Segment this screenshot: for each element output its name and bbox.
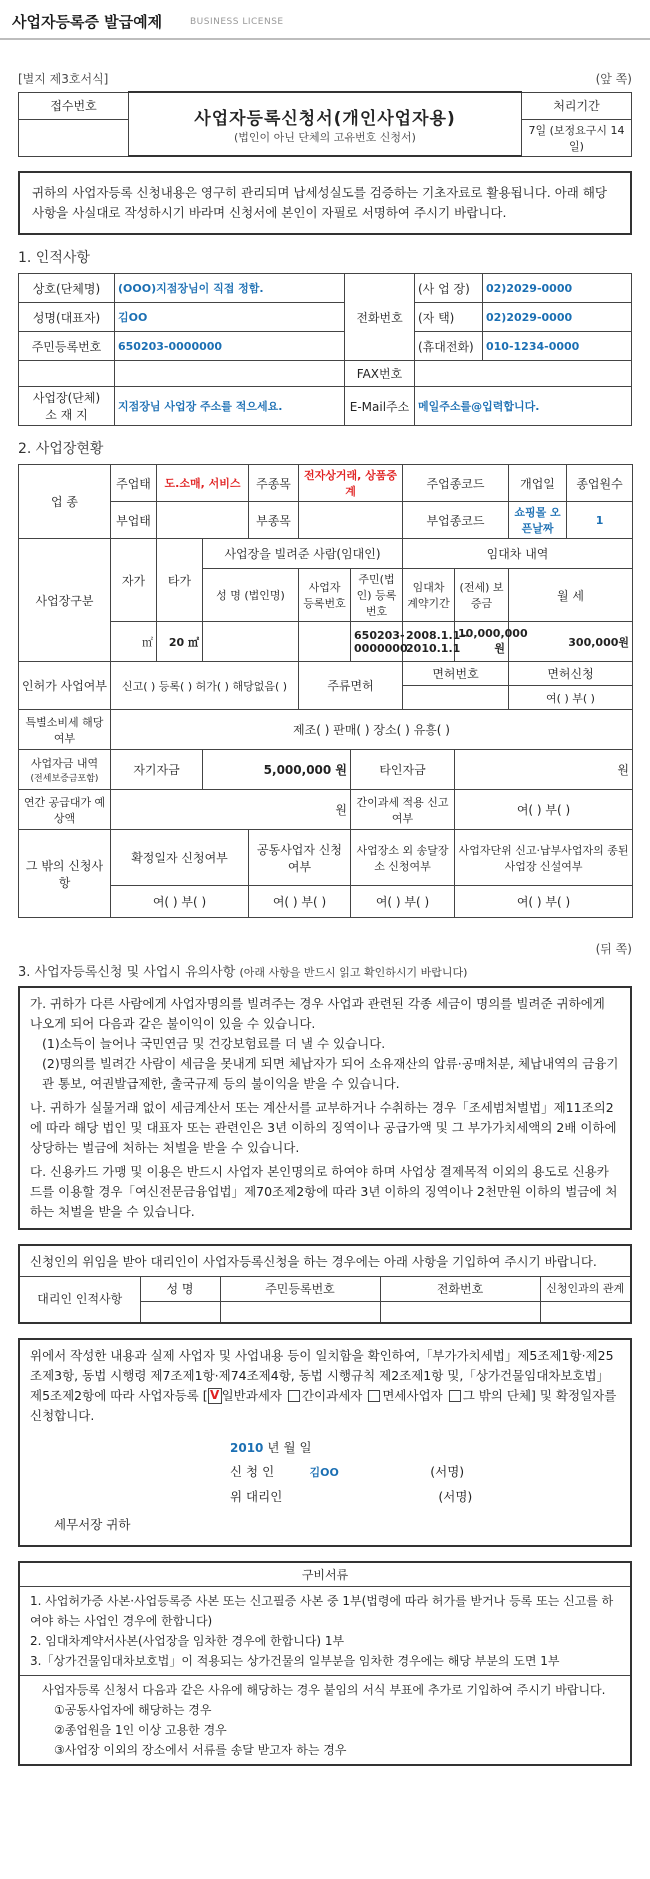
agent-box <box>18 1244 632 1324</box>
sub-type-label: 부업태 <box>111 502 157 539</box>
opt-delivery-value[interactable]: 여( ) 부( ) <box>351 886 455 918</box>
tax-office: 세무서장 귀하 <box>54 1516 131 1532</box>
sub-item-label: 부종목 <box>249 502 299 539</box>
fax-label: FAX번호 <box>345 361 415 387</box>
agent-name-label: 성 명 <box>140 1277 220 1302</box>
opt-exempt-label: 면세사업자 <box>382 1387 443 1403</box>
supply-label: 연간 공급대가 예상액 <box>19 790 111 830</box>
form-subtitle: (법인이 아닌 단체의 고유번호 신청서) <box>234 130 416 144</box>
phone-mobile-label: (휴대전화) <box>415 332 483 361</box>
personal-info-table <box>18 273 632 426</box>
site-class-label: 사업장구분 <box>19 539 111 662</box>
opt-joint-value[interactable]: 여( ) 부( ) <box>249 886 351 918</box>
opt-simple-label: 간이과세자 <box>301 1387 363 1403</box>
agent-phone-value[interactable] <box>380 1302 540 1322</box>
page-subtitle: BUSINESS LICENSE <box>190 17 284 27</box>
page-header <box>0 0 650 40</box>
caution-ga2: (2)명의를 빌려간 사람이 세금을 못내게 되면 체납자가 되어 소유재산의 압류·공매처분, 체납내역의 금융기관 통보, 여권발급제한, 출국규제 등의 불이익을 받을 수 있습니다. <box>42 1056 619 1091</box>
simple-tax-label: 간이과세 적용 신고 여부 <box>351 790 455 830</box>
name-org-label: 상호(단체명) <box>19 274 115 303</box>
industry-label: 업 종 <box>19 465 111 539</box>
receipt-value[interactable] <box>19 119 129 156</box>
liquor-label: 주류면허 <box>299 662 403 710</box>
section3-heading: 3. 사업자등록신청 및 사업시 유의사항 <box>18 965 236 980</box>
doc-item-3: 3.「상가건물임대차보호법」이 적용되는 상가건물의 일부분을 임차한 경우에는 해당 부분의 도면 1부 <box>30 1653 560 1668</box>
sub-code-label: 부업종코드 <box>403 502 509 539</box>
phone-home-value[interactable]: 02)2029-0000 <box>483 303 632 332</box>
rent-value[interactable]: 300,000원 <box>509 622 633 662</box>
declaration-text1: 위에서 작성한 내용과 실제 사업자 및 사업내용 등이 일치함을 확인하여,「부가가치세법」제5조제1항·제25조제3항, 동법 시행령 제7조제1항·제74조제4항, 동법 시행규칙 제2조제1항 및,「상가건물임대차보호법」제5조제2항에 따라 사업자등록 [ <box>30 1347 614 1403</box>
deposit-label: (전세) 보증금 <box>455 569 509 622</box>
rent-label: 월 세 <box>509 569 633 622</box>
agent-rrn-value[interactable] <box>220 1302 380 1322</box>
exempt-checkbox[interactable] <box>368 1390 380 1402</box>
liquor-no-value[interactable] <box>403 686 509 710</box>
agent-table <box>20 1276 630 1322</box>
notice-box: 귀하의 사업자등록 신청내용은 영구히 관리되며 납세성실도를 검증하는 기초자료로 활용됩니다. 아래 해당 사항을 사실대로 작성하시기 바라며 신청서에 본인이 자필로 서명하여 주시기 바랍니다. <box>18 171 632 235</box>
rrn-blank <box>19 361 115 387</box>
other-capital-value[interactable]: 원 <box>455 750 633 790</box>
excise-label: 특별소비세 해당여부 <box>19 710 111 750</box>
name-org-value[interactable]: (OOO)지점장님이 직접 정함. <box>115 274 345 303</box>
agent-label: 대리인 인적사항 <box>20 1277 140 1322</box>
caution-na: 나. 귀하가 실물거래 없이 세금계산서 또는 계산서를 교부하거나 수취하는 경우「조세범처벌법」제11조의2에 따라 해당 법인 및 대표자 또는 관련인은 3년 이하의 징역이나 공급가액 및 그 부가가치세액의 2배 이하에 상당하는 벌금에 처하는 처벌을 받을 수 있습니다. <box>30 1100 617 1155</box>
main-type-label: 주업태 <box>111 465 157 502</box>
lender-name-value[interactable] <box>203 622 299 662</box>
rep-value[interactable]: 김OO <box>115 303 345 332</box>
capital-sub: (전세보증금포함) <box>30 774 99 784</box>
lender-rrn-value[interactable]: 650203-0000000 <box>351 622 403 662</box>
application-form <box>18 70 632 1766</box>
period-value: 7일 (보정요구시 14일) <box>522 119 632 156</box>
declaration-box <box>18 1338 632 1547</box>
rep-label: 성명(대표자) <box>19 303 115 332</box>
phone-home-label: (자 택) <box>415 303 483 332</box>
year-value[interactable]: 2010 <box>230 1440 264 1455</box>
excise-options[interactable]: 제조( ) 판매( ) 장소( ) 유흥( ) <box>111 710 633 750</box>
rrn-value[interactable]: 650203-0000000 <box>115 332 345 361</box>
docs-extra-3: ③사업장 이외의 장소에서 서류를 송달 받고자 하는 경우 <box>54 1742 347 1757</box>
lease-period-value[interactable]: 2008.1.1~ 2010.1.1 <box>403 622 455 662</box>
permit-options[interactable]: 신고( ) 등록( ) 허가( ) 해당없음( ) <box>111 662 299 710</box>
phone-biz-value[interactable]: 02)2029-0000 <box>483 274 632 303</box>
own-area[interactable]: ㎡ <box>111 622 157 662</box>
section3-heading-sub: (아래 사항을 반드시 읽고 확인하시기 바랍니다) <box>239 966 468 979</box>
other-org-checkbox[interactable] <box>449 1390 461 1402</box>
other-requests-label: 그 밖의 신청사항 <box>19 830 111 918</box>
lender-label: 사업장을 빌려준 사람(임대인) <box>203 539 403 569</box>
employees-value[interactable]: 1 <box>567 502 633 539</box>
opt-confirm-date-label: 확정일자 신청여부 <box>111 830 249 886</box>
opt-unit-label: 사업자단위 신고·납부사업자의 종된 사업장 신설여부 <box>455 830 633 886</box>
other-area[interactable]: 20 ㎡ <box>157 622 203 662</box>
simple-tax-value[interactable]: 여( ) 부( ) <box>455 790 633 830</box>
main-type-value[interactable]: 도.소매, 서비스 <box>157 465 249 502</box>
docs-extra-1: ①공동사업자에 해당하는 경우 <box>54 1702 212 1717</box>
caution-da: 다. 신용카드 가맹 및 이용은 반드시 사업자 본인명의로 하여야 하며 사업상 결제목적 이외의 용도로 신용카드를 이용할 경우「여신전문금융업법」제70조제2항에 따라 3년 이하의 징역이나 2천만원 이하의 벌금에 처하는 처벌을 받을 수 있습니다. <box>30 1164 618 1219</box>
lender-bizno-label: 사업자 등록번호 <box>299 569 351 622</box>
addr-value[interactable]: 지점장님 사업장 주소를 적으세요. <box>115 387 345 426</box>
agent-name-value[interactable] <box>140 1302 220 1322</box>
main-code-label: 주업종코드 <box>403 465 509 502</box>
simple-taxpayer-checkbox[interactable] <box>288 1390 300 1402</box>
docs-box <box>18 1561 632 1766</box>
year-suffix: 년 월 일 <box>267 1439 312 1455</box>
permit-label: 인허가 사업여부 <box>19 662 111 710</box>
own-capital-label: 자기자금 <box>111 750 203 790</box>
period-label: 처리기간 <box>522 92 632 119</box>
section1-heading: 1. 인적사항 <box>18 250 90 266</box>
section2-heading: 2. 사업장현황 <box>18 441 104 457</box>
agent-relation-label: 신청인과의 관계 <box>540 1277 630 1302</box>
open-date-value[interactable]: 쇼핑몰 오픈날짜 <box>509 502 567 539</box>
phone-biz-label: (사 업 장) <box>415 274 483 303</box>
agent-relation-value[interactable] <box>540 1302 630 1322</box>
doc-item-1: 1. 사업허가증 사본·사업등록증 사본 또는 신고필증 사본 중 1부(법령에 따라 허가를 받거나 등록 또는 신고를 하여야 하는 사업인 경우에 한합니다) <box>30 1593 614 1628</box>
sub-item-value[interactable] <box>299 502 403 539</box>
sub-type-value[interactable] <box>157 502 249 539</box>
email-value[interactable]: 메일주소를@입력합니다. <box>415 387 632 426</box>
form-title: 사업자등록신청서(개인사업자용) <box>194 108 456 129</box>
page-title: 사업자등록증 발급예제 <box>12 13 163 31</box>
applicant-sign: (서명) <box>430 1463 465 1479</box>
main-item-label: 주종목 <box>249 465 299 502</box>
agent-sign-label: 위 대리인 <box>230 1488 283 1504</box>
addr-label1: 사업장(단체) <box>32 391 101 405</box>
applicant-label: 신 청 인 <box>230 1463 275 1479</box>
opt-unit-value[interactable]: 여( ) 부( ) <box>455 886 633 918</box>
phone-mobile-value[interactable]: 010-1234-0000 <box>483 332 632 361</box>
rrn-blank2 <box>115 361 345 387</box>
lender-name-label: 성 명 (법인명) <box>203 569 299 622</box>
caution-ga: 가. 귀하가 다른 사람에게 사업자명의를 빌려주는 경우 사업과 관련된 각종 세금이 명의를 빌려준 귀하에게 나오게 되어 다음과 같은 불이익이 있을 수 있습니다. <box>30 996 605 1031</box>
deposit-value[interactable]: 10,000,000원 <box>455 622 509 662</box>
other-capital-label: 타인자금 <box>351 750 455 790</box>
lease-label: 임대차 내역 <box>403 539 633 569</box>
other-label: 타가 <box>157 539 203 622</box>
own-capital-value[interactable]: 5,000,000 원 <box>203 750 351 790</box>
opt-confirm-date-value[interactable]: 여( ) 부( ) <box>111 886 249 918</box>
email-label: E-Mail주소 <box>345 387 415 426</box>
phone-label: 전화번호 <box>345 274 415 361</box>
docs-title: 구비서류 <box>20 1563 630 1587</box>
lender-rrn-label: 주민(법인) 등록번호 <box>351 569 403 622</box>
liquor-apply-value[interactable]: 여( ) 부( ) <box>509 686 633 710</box>
agent-sign: (서명) <box>438 1488 473 1504</box>
opt-joint-label: 공동사업자 신청여부 <box>249 830 351 886</box>
rrn-label: 주민등록번호 <box>19 332 115 361</box>
fax-value[interactable] <box>415 361 632 387</box>
agent-intro: 신청인의 위임을 받아 대리인이 사업자등록신청을 하는 경우에는 아래 사항을 기입하여 주시기 바랍니다. <box>30 1254 597 1269</box>
caution-ga1: (1)소득이 늘어나 국민연금 및 건강보험료를 더 낼 수 있습니다. <box>42 1036 386 1051</box>
business-table <box>18 464 633 918</box>
liquor-apply-label: 면허신청 <box>509 662 633 686</box>
doc-item-2: 2. 임대차계약서사본(사업장을 임차한 경우에 한합니다) 1부 <box>30 1633 345 1648</box>
form-number: [별지 제3호서식] <box>18 72 109 86</box>
supply-value[interactable]: 원 <box>111 790 351 830</box>
lender-bizno-value[interactable] <box>299 622 351 662</box>
open-date-label: 개업일 <box>509 465 567 502</box>
general-taxpayer-checkbox[interactable]: V <box>208 1388 222 1404</box>
applicant-value[interactable]: 김OO <box>309 1465 339 1479</box>
declaration-text2: 일반과세자 <box>221 1387 282 1403</box>
addr-label2: 소 재 지 <box>45 408 88 422</box>
lease-period-label: 임대차 계약기간 <box>403 569 455 622</box>
main-item-value[interactable]: 전자상거래, 상품중계 <box>299 465 403 502</box>
docs-extra-2: ②종업원을 1인 이상 고용한 경우 <box>54 1722 227 1737</box>
caution-box <box>18 986 632 1230</box>
title-table <box>18 91 632 157</box>
employees-label: 종업원수 <box>567 465 633 502</box>
agent-rrn-label: 주민등록번호 <box>220 1277 380 1302</box>
opt-other-label: 그 밖의 단체] 및 확정일자를 신청합니다. <box>30 1387 617 1423</box>
front-label: (앞 쪽) <box>595 72 632 86</box>
receipt-label: 접수번호 <box>19 92 129 119</box>
liquor-no-label: 면허번호 <box>403 662 509 686</box>
capital-label: 사업자금 내역 <box>30 757 99 770</box>
docs-extra: 사업자등록 신청서 다음과 같은 사유에 해당하는 경우 붙임의 서식 부표에 추가로 기입하여 주시기 바랍니다. <box>42 1682 606 1697</box>
agent-phone-label: 전화번호 <box>380 1277 540 1302</box>
back-label: (뒤 쪽) <box>595 942 632 956</box>
opt-delivery-label: 사업장소 외 송달장소 신청여부 <box>351 830 455 886</box>
own-label: 자가 <box>111 539 157 622</box>
